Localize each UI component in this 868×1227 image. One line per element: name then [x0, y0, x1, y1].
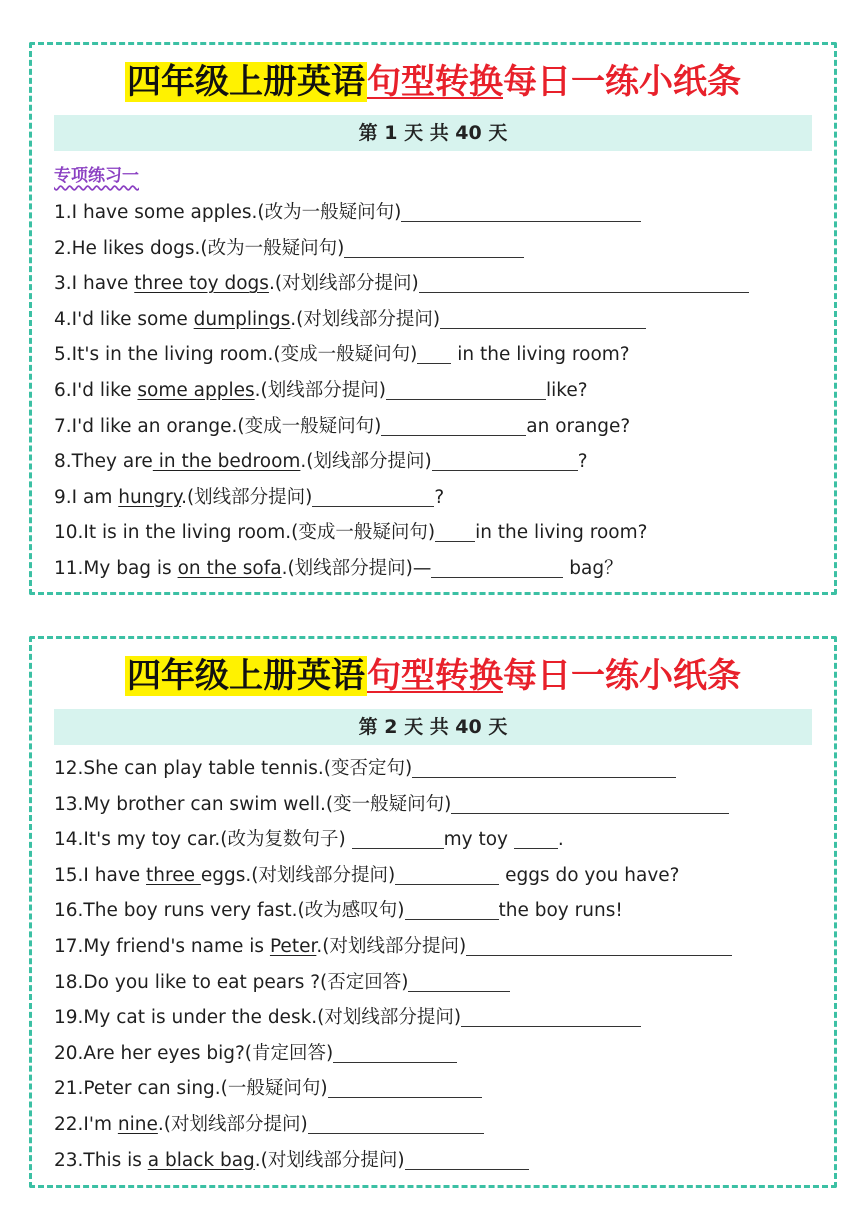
question-text: .: [557, 829, 564, 851]
title-red-part: 每日一练小纸条: [503, 656, 741, 696]
question-23: [54, 1143, 824, 1179]
question-text: eggs.(对划线部分提问): [200, 864, 396, 886]
answer-blank[interactable]: [395, 862, 499, 885]
question-text: 20.Are her eyes big?(肯定回答): [54, 1042, 334, 1064]
question-1: [54, 195, 824, 231]
question-8: [54, 444, 824, 480]
question-5: [54, 337, 824, 373]
underlined-text: some apples: [137, 379, 255, 401]
worksheet-title: [32, 653, 834, 699]
answer-blank[interactable]: [405, 1147, 529, 1170]
question-text: bag？: [563, 557, 623, 579]
answer-blank[interactable]: [408, 969, 510, 992]
question-text: 21.Peter can sing.(一般疑问句): [54, 1078, 328, 1100]
answer-blank[interactable]: [405, 897, 499, 920]
underlined-text: three: [146, 864, 201, 886]
question-text: .(划线部分提问): [181, 486, 313, 508]
answer-blank[interactable]: [401, 199, 641, 222]
question-17: [54, 929, 824, 965]
answer-blank[interactable]: [461, 1004, 641, 1027]
question-18: [54, 965, 824, 1001]
day-counter-bar: 第 1 天 共 40 天: [54, 115, 812, 151]
question-text: 5.It's in the living room.(变成一般疑问句): [54, 344, 418, 366]
underlined-text: hungry: [118, 486, 182, 508]
worksheet-card-day-1: [29, 42, 837, 595]
worksheet-card-day-2: [29, 636, 837, 1188]
question-text: an orange?: [526, 415, 631, 437]
question-text: 9.I am: [54, 486, 119, 508]
underlined-text: in the bedroom: [152, 451, 301, 473]
answer-blank[interactable]: [352, 826, 444, 849]
answer-blank[interactable]: [419, 270, 749, 293]
question-19: [54, 1000, 824, 1036]
question-10: [54, 515, 824, 551]
question-text: ?: [434, 486, 445, 508]
question-text: 22.I'm: [54, 1113, 118, 1135]
answer-blank[interactable]: [308, 1111, 484, 1134]
question-text: 15.I have: [54, 864, 147, 886]
question-22: [54, 1107, 824, 1143]
answer-blank[interactable]: [514, 826, 558, 849]
question-text: .(划线部分提问): [254, 379, 386, 401]
question-text: 7.I'd like an orange.(变成一般疑问句): [54, 415, 382, 437]
answer-blank[interactable]: [312, 484, 434, 507]
question-text: 2.He likes dogs.(改为一般疑问句): [54, 237, 345, 259]
question-text: .(对划线部分提问): [316, 935, 467, 957]
answer-blank[interactable]: [435, 519, 475, 542]
question-list: [54, 195, 824, 587]
question-7: [54, 409, 824, 445]
question-11: [54, 551, 824, 587]
question-9: [54, 480, 824, 516]
answer-blank[interactable]: [412, 755, 676, 778]
underlined-text: on the sofa: [177, 557, 282, 579]
question-21: [54, 1071, 824, 1107]
question-3: [54, 266, 824, 302]
answer-blank[interactable]: [466, 933, 732, 956]
worksheet-title: [32, 59, 834, 105]
question-text: eggs do you have?: [499, 864, 680, 886]
question-text: 18.Do you like to eat pears ?(否定回答): [54, 971, 409, 993]
title-red-part: 每日一练小纸条: [503, 62, 741, 102]
question-2: [54, 231, 824, 267]
question-text: 19.My cat is under the desk.(对划线部分提问): [54, 1007, 462, 1029]
question-text: 17.My friend's name is: [54, 935, 270, 957]
question-text: 13.My brother can swim well.(变一般疑问句): [54, 793, 452, 815]
underlined-text: Peter: [269, 935, 317, 957]
section-label: 专项练习一: [54, 166, 139, 186]
title-highlighted-part: 四年级上册英语: [127, 62, 365, 102]
question-text: .(对划线部分提问): [157, 1113, 308, 1135]
answer-blank[interactable]: [440, 306, 646, 329]
answer-blank[interactable]: [451, 791, 729, 814]
answer-blank[interactable]: [432, 448, 578, 471]
title-underlined-part: 句型转换: [367, 62, 503, 102]
question-text: 16.The boy runs very fast.(改为感叹句): [54, 900, 405, 922]
question-text: in the living room?: [451, 344, 630, 366]
question-text: 6.I'd like: [54, 379, 138, 401]
question-text: .(对划线部分提问): [268, 273, 419, 295]
question-20: [54, 1036, 824, 1072]
question-6: [54, 373, 824, 409]
question-text: 4.I'd like some: [54, 308, 194, 330]
day-counter-bar: 第 2 天 共 40 天: [54, 709, 812, 745]
question-text: 1.I have some apples.(改为一般疑问句): [54, 202, 402, 223]
question-4: [54, 302, 824, 338]
answer-blank[interactable]: [328, 1075, 482, 1098]
question-text: .(对划线部分提问): [254, 1149, 405, 1171]
question-text: 14.It's my toy car.(改为复数句子): [54, 829, 352, 851]
question-list: [54, 751, 824, 1178]
question-15: [54, 858, 824, 894]
question-text: the boy runs!: [498, 900, 623, 922]
question-text: 3.I have: [54, 273, 135, 295]
question-13: [54, 787, 824, 823]
answer-blank[interactable]: [333, 1040, 457, 1063]
question-text: .(对划线部分提问): [290, 308, 441, 330]
question-text: .(划线部分提问): [300, 451, 432, 473]
question-14: [54, 822, 824, 858]
question-text: 12.She can play table tennis.(变否定句): [54, 758, 413, 779]
answer-blank[interactable]: [417, 341, 451, 364]
underlined-text: nine: [117, 1113, 158, 1135]
question-text: like?: [545, 379, 588, 401]
title-underlined-part: 句型转换: [367, 656, 503, 696]
question-text: .(划线部分提问)—: [281, 557, 432, 579]
answer-blank[interactable]: [344, 235, 524, 258]
question-text: 10.It is in the living room.(变成一般疑问句): [54, 522, 436, 544]
question-text: 11.My bag is: [54, 557, 178, 579]
question-12: [54, 751, 824, 787]
underlined-text: three toy dogs: [134, 273, 269, 295]
question-16: [54, 893, 824, 929]
underlined-text: dumplings: [193, 308, 291, 330]
question-text: 23.This is: [54, 1149, 148, 1171]
answer-blank[interactable]: [381, 413, 526, 436]
answer-blank[interactable]: [386, 377, 546, 400]
question-text: my toy: [443, 829, 514, 851]
underlined-text: a black bag: [147, 1149, 255, 1171]
question-text: in the living room?: [475, 522, 648, 544]
question-text: ?: [577, 451, 588, 473]
answer-blank[interactable]: [431, 555, 563, 578]
question-text: 8.They are: [54, 451, 153, 473]
title-highlighted-part: 四年级上册英语: [127, 656, 365, 696]
